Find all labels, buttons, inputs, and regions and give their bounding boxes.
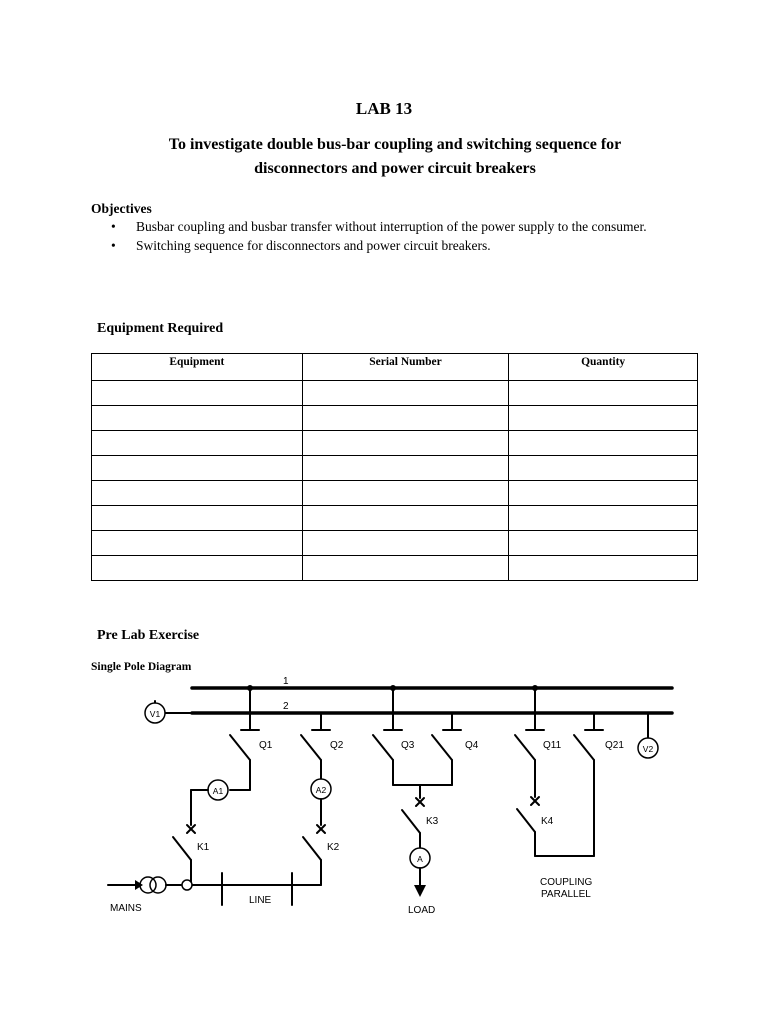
load-label: LOAD (408, 905, 436, 916)
v1-label: V1 (149, 709, 161, 719)
objective-item: • Switching sequence for disconnectors and power circuit breakers. (111, 238, 677, 254)
column-header-quantity: Quantity (509, 354, 698, 381)
breaker-k4 (517, 809, 535, 832)
a1-label: A1 (212, 786, 224, 796)
q2-label: Q2 (330, 740, 344, 751)
column-header-serial-number: Serial Number (302, 354, 509, 381)
diagram-title: Single Pole Diagram (91, 661, 192, 673)
disconnector-q11 (515, 735, 535, 760)
mains-label: MAINS (110, 903, 142, 914)
objectives-heading: Objectives (91, 201, 152, 216)
disconnector-q4 (432, 735, 452, 760)
k2-label: K2 (327, 842, 340, 853)
k3-label: K3 (426, 816, 439, 827)
objective-item: • Busbar coupling and busbar transfer without interruption of the power supply to the consumer. (111, 219, 677, 235)
disconnector-q2 (301, 735, 321, 760)
main-title-line-2: disconnectors and power circuit breakers (254, 160, 536, 177)
k1-label: K1 (197, 842, 210, 853)
a2-label: A2 (315, 785, 327, 795)
coupling-label: COUPLING (540, 877, 593, 888)
q4-label: Q4 (465, 740, 479, 751)
q11-label: Q11 (543, 740, 562, 751)
breaker-k2 (303, 837, 321, 860)
lab-title: LAB 13 (355, 99, 413, 118)
busbar-1-label: 1 (283, 676, 289, 687)
a-label: A (417, 854, 423, 864)
v2-label: V2 (642, 744, 654, 754)
q1-label: Q1 (259, 740, 273, 751)
main-title-line-1: To investigate double bus-bar coupling and switching sequence for (168, 136, 622, 153)
breaker-k3 (402, 810, 420, 833)
parallel-label: PARALLEL (541, 889, 591, 900)
pre-lab-heading: Pre Lab Exercise (97, 628, 200, 643)
busbar-2-label: 2 (283, 701, 289, 712)
q3-label: Q3 (401, 740, 415, 751)
disconnector-q21 (574, 735, 594, 760)
k4-label: K4 (541, 816, 554, 827)
line-label: LINE (249, 895, 272, 906)
disconnector-q1 (230, 735, 250, 760)
disconnector-q3 (373, 735, 393, 760)
equipment-heading: Equipment Required (97, 321, 224, 336)
breaker-k1 (173, 837, 191, 860)
load-arrow (414, 885, 426, 897)
q21-label: Q21 (605, 740, 624, 751)
column-header-equipment: Equipment (92, 354, 303, 381)
